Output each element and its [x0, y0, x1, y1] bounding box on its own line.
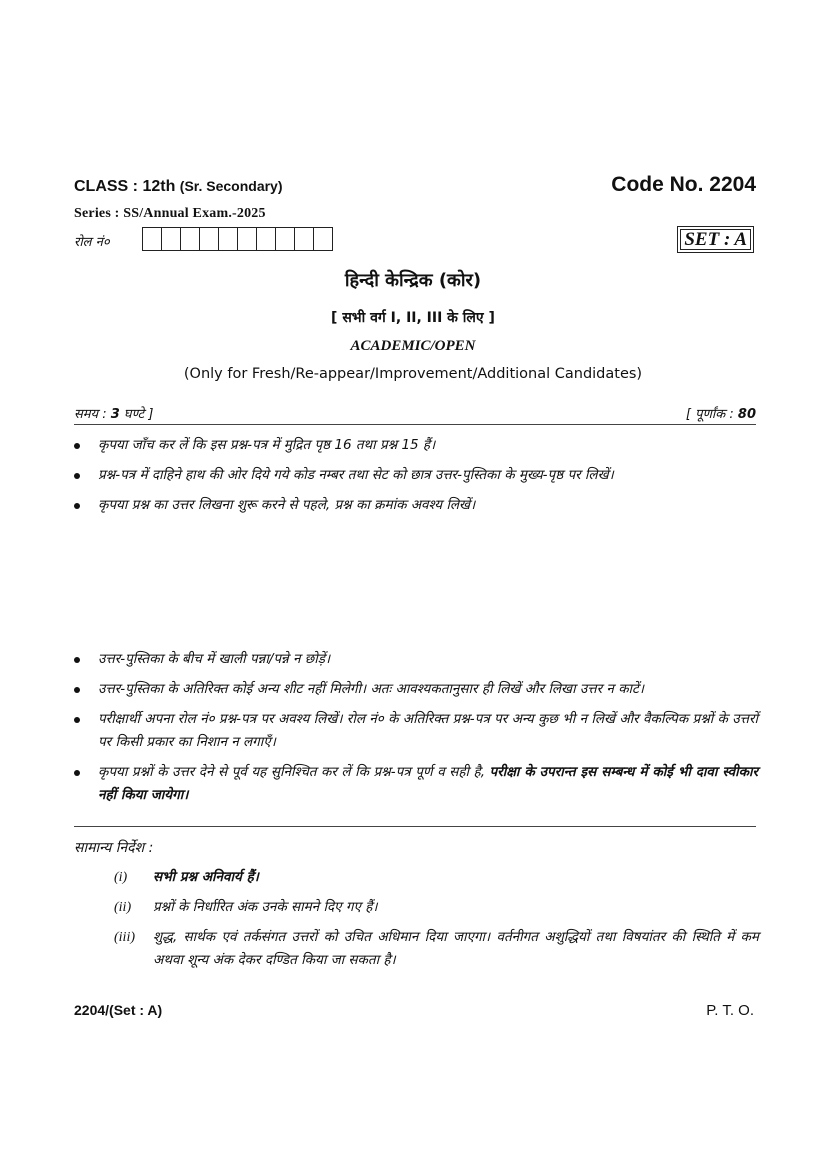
- marks-value: 80: [737, 407, 756, 422]
- mode-label: ACADEMIC/OPEN: [350, 338, 476, 354]
- time-prefix: समय :: [74, 407, 111, 422]
- general-item: [114, 896, 759, 919]
- instruction-text: परीक्षार्थी अपना रोल नं० प्रश्न-पत्र पर अवश्य लिखें। रोल नं० के अतिरिक्त प्रश्न-पत्र पर अन्य कुछ भी न लिखें और वैकल्पिक प्रश्नों के उत्तरों पर किसी प्रकार का निशान न लगाएँ।: [98, 711, 758, 750]
- instruction-item: [74, 494, 758, 517]
- instruction-item: [74, 708, 758, 754]
- roll-number-box[interactable]: [295, 228, 314, 250]
- time-info: [74, 404, 153, 422]
- instruction-text: उत्तर-पुस्तिका के बीच में खाली पन्ना/पन्ने न छोड़ें।: [98, 651, 331, 667]
- time-suffix: घण्टे ]: [119, 407, 154, 422]
- roll-number-box[interactable]: [219, 228, 238, 250]
- roll-number-box[interactable]: [143, 228, 162, 250]
- divider-bottom: [74, 826, 756, 827]
- bullet-icon: [74, 687, 80, 693]
- item-number: (iii): [114, 930, 135, 945]
- bullet-icon: [74, 717, 80, 723]
- item-text: सभी प्रश्न अनिवार्य हैं।: [153, 869, 259, 885]
- code-number: Code No. 2204: [611, 173, 756, 196]
- instruction-item: [74, 761, 758, 807]
- class-heading: [74, 178, 283, 196]
- instruction-text: प्रश्न-पत्र में दाहिने हाथ की ओर दिये गये कोड नम्बर तथा सेट को छात्र उत्तर-पुस्तिका के मुख्य-पृष्ठ पर लिखें।: [98, 467, 614, 483]
- instruction-item: [74, 434, 758, 457]
- roll-number-box[interactable]: [276, 228, 295, 250]
- roll-number-box[interactable]: [257, 228, 276, 250]
- class-main: CLASS : 12th: [74, 178, 176, 195]
- instruction-text: कृपया प्रश्न का उत्तर लिखना शुरू करने से पहले, प्रश्न का क्रमांक अवश्य लिखें।: [98, 497, 476, 513]
- marks-prefix: [ पूर्णांक :: [685, 407, 738, 422]
- footer-pto: P. T. O.: [706, 1002, 754, 1019]
- bullet-icon: [74, 503, 80, 509]
- roll-number-box[interactable]: [181, 228, 200, 250]
- item-text: प्रश्नों के निर्धारित अंक उनके सामने दिए गए हैं।: [153, 899, 378, 915]
- footer-code: 2204/(Set : A): [74, 1002, 163, 1018]
- time-value: 3: [110, 407, 120, 422]
- general-instructions-list: [114, 866, 759, 979]
- roll-number-box[interactable]: [314, 228, 332, 250]
- instruction-text: कृपया प्रश्नों के उत्तर देने से पूर्व यह सुनिश्चित कर लें कि प्रश्न-पत्र पूर्ण व सही है,: [98, 764, 490, 780]
- series-label: Series : SS/Annual Exam.-2025: [74, 206, 266, 221]
- marks-info: [686, 404, 756, 422]
- general-item: [114, 926, 759, 972]
- roll-number-label: रोल नं०: [74, 235, 110, 250]
- candidates-note: (Only for Fresh/Re-appear/Improvement/Additional Candidates): [183, 366, 643, 382]
- bullet-icon: [74, 770, 80, 776]
- roll-number-box[interactable]: [200, 228, 219, 250]
- bullet-icon: [74, 473, 80, 479]
- class-sub: (Sr. Secondary): [179, 178, 283, 194]
- subject-title: हिन्दी केन्द्रिक (कोर): [344, 270, 482, 291]
- instruction-bold-text: परीक्षा के उपरान्त इस सम्बन्ध में कोई भी दावा स्वीकार नहीं किया जायेगा।: [98, 764, 758, 803]
- roll-number-box[interactable]: [162, 228, 181, 250]
- general-item: [114, 866, 759, 889]
- set-badge: SET : A: [677, 226, 754, 253]
- divider-top: [74, 424, 756, 425]
- instruction-item: [74, 678, 758, 701]
- instruction-text: उत्तर-पुस्तिका के अतिरिक्त कोई अन्य शीट नहीं मिलेगी। अतः आवश्यकतानुसार ही लिखें और लिखा उत्तर न काटें।: [98, 681, 644, 697]
- instructions-bottom: [74, 648, 758, 814]
- bullet-icon: [74, 657, 80, 663]
- instruction-item: [74, 648, 758, 671]
- bullet-icon: [74, 443, 80, 449]
- general-instructions-title: सामान्य निर्देश :: [74, 840, 154, 856]
- item-text: शुद्ध, सार्थक एवं तर्कसंगत उत्तरों को उचित अधिमान दिया जाएगा। वर्तनीगत अशुद्धियों तथा विषयांतर की स्थिति में कम अथवा शून्य अंक देकर दण्डित किया जा सकता है।: [153, 929, 759, 968]
- instructions-top: [74, 434, 758, 524]
- item-number: (i): [114, 870, 128, 885]
- item-number: (ii): [114, 900, 132, 915]
- roll-number-boxes[interactable]: [142, 227, 333, 251]
- instruction-text: कृपया जाँच कर लें कि इस प्रश्न-पत्र में मुद्रित पृष्ठ 16 तथा प्रश्न 15 हैं।: [98, 437, 436, 453]
- groups-note: [ सभी वर्ग I, II, III के लिए ]: [331, 310, 495, 326]
- roll-number-box[interactable]: [238, 228, 257, 250]
- instruction-item: [74, 464, 758, 487]
